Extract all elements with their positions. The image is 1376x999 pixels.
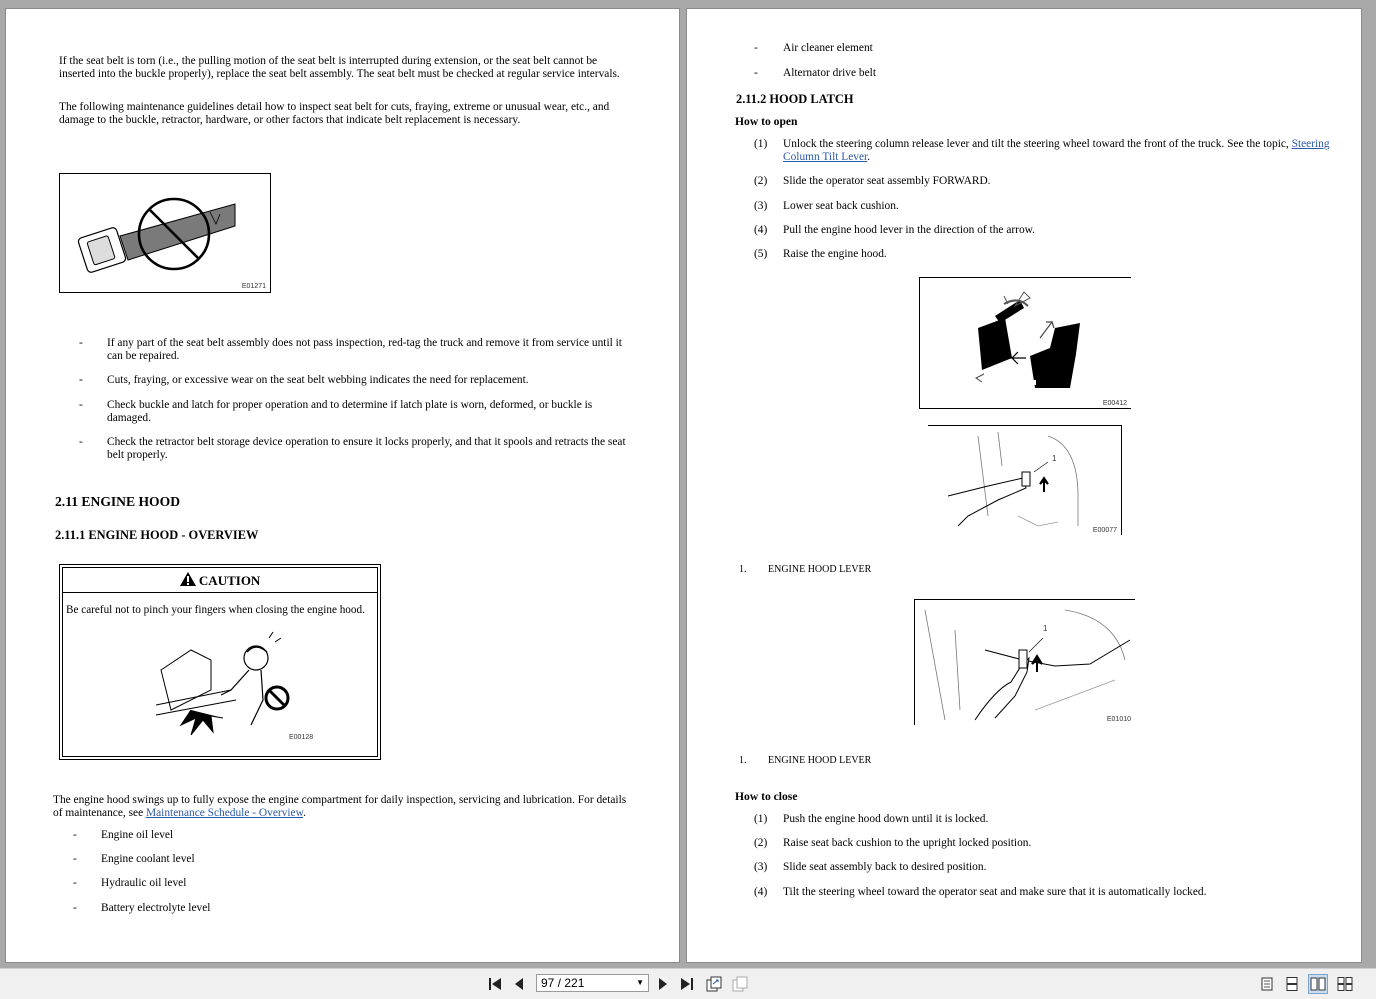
hood-lever-closeup-figure xyxy=(914,599,1135,725)
two-page-view-icon[interactable] xyxy=(1308,974,1328,994)
list-item: - If any part of the seat belt assembly does not pass inspection, red-tag the truck and remove it from service until it can be repaired. xyxy=(79,337,622,362)
first-page-icon[interactable] xyxy=(486,975,504,993)
open-step: (1) Unlock the steering column release lever and tilt the steering wheel toward the front of the truck. See the topic, Steering Column Tilt Lever. xyxy=(754,138,1330,163)
left-document-page: If the seat belt is torn (i.e., the pulling motion of the seat belt is interrupted during extension, or the seat belt cannot be inserted into the buckle properly), replace the seat belt assembly. The seat belt must be checked at regular service intervals. The following maintenance guidelines detail how to inspect seat belt for cuts, fraying, extreme or unusual wear, etc., and damage to the buckle, retractor, hardware, or other factors that indicate belt replacement is necessary. E01271 - If any part of the seat belt assembly does not pass inspection, red-tag the truck and remove it from service until it can be repaired. - Cuts, fraying, or excessive wear on the seat belt webbing indicates the need for replacement. - Check buckle and latch for proper operation and to determine if latch plate is worn, deformed, or buckle is damaged. - Check the retractor belt storage device operation to ensure it locks properly, and that it spools and retracts the seat belt properly. 2.11 ENGINE HOOD 2.11.1 ENGINE HOOD - OVERVIEW CAUTION Be careful not to pinch your fingers when closing the engine hood. E00128 The engine hood swings up to fully expose the engine compartment for daily inspection, servicing and lubrication. For details of maintenance, see Maintenance Schedule - Overview. - Engine oil level - Engine coolant level - Hydraulic oil level - Battery electrolyte level xyxy=(5,8,680,963)
intro-paragraph-2: The following maintenance guidelines detail how to inspect seat belt for cuts, fraying, extreme or unusual wear, etc., and damage to the buckle, retractor, hardware, or other factors that indicate belt replacement is necessary. xyxy=(59,101,610,126)
steering-column-tilt-lever-link[interactable]: Steering Column Tilt Lever xyxy=(783,138,1330,163)
seat-belt-figure xyxy=(59,173,271,293)
figure-code: E00077 xyxy=(1092,527,1117,534)
two-page-continuous-view-icon[interactable] xyxy=(1335,974,1355,994)
seat-belt-illustration xyxy=(60,174,270,292)
seat-tilt-illustration xyxy=(920,278,1131,409)
callout-number: 1 xyxy=(1043,624,1048,633)
seat-tilt-figure xyxy=(919,277,1131,409)
last-page-icon[interactable] xyxy=(678,975,696,993)
prev-page-icon[interactable] xyxy=(510,975,528,993)
how-to-open-heading: How to open xyxy=(735,115,798,128)
page-dropdown-icon[interactable]: ▼ xyxy=(636,978,644,987)
figure-code: E00412 xyxy=(1102,400,1127,407)
hood-lever-illustration xyxy=(928,426,1122,535)
continuous-view-icon[interactable] xyxy=(1282,974,1302,994)
list-item: - Cuts, fraying, or excessive wear on the seat belt webbing indicates the need for replacement. xyxy=(79,374,529,386)
single-page-view-icon[interactable] xyxy=(1257,974,1277,994)
figure-code: E01271 xyxy=(241,283,266,290)
caution-header xyxy=(63,568,377,593)
how-to-close-heading: How to close xyxy=(735,790,798,803)
maintenance-schedule-link[interactable]: Maintenance Schedule - Overview xyxy=(145,807,304,819)
page-number-input[interactable]: 97 / 221 ▼ xyxy=(536,974,649,992)
hood-lever-closeup-illustration xyxy=(915,600,1135,725)
next-page-icon[interactable] xyxy=(654,975,672,993)
caution-box xyxy=(59,564,381,760)
overview-paragraph: The engine hood swings up to fully expose the engine compartment for daily inspection, servicing and lubrication. For details of maintenance, see Maintenance Schedule - Overview. xyxy=(53,794,627,819)
subsection-title: 2.11.1 ENGINE HOOD - OVERVIEW xyxy=(55,528,259,542)
caution-label: CAUTION xyxy=(198,573,261,588)
copy-page-icon[interactable] xyxy=(705,975,723,993)
right-document-page: - Air cleaner element - Alternator drive belt 2.11.2 HOOD LATCH How to open (1) Unlock the steering column release lever and tilt the steering wheel toward the front of the truck. See the topic, Steering Column Tilt Lever. (2) Slide the operator seat assembly FORWARD. (3) Lower seat back cushion. (4) Pull the engine hood lever in the direction of the arrow. (5) Raise the engine hood. E00412 1 E00077 1. ENGINE HOOD LEVER 1 E01010 1. ENGINE HOOD LEVER How to close (1) Push the engine hood down until it is locked. (2) Raise seat back cushion to the upright locked position. (3) Slide seat assembly back to desired position. (4) Tilt the steering wheel toward the operator seat and make sure that it is automatically locked. xyxy=(686,8,1362,963)
caution-figure-code: E00128 xyxy=(289,734,314,741)
hood-lever-figure xyxy=(928,425,1122,535)
pinch-warning-illustration xyxy=(151,630,321,740)
figure-code: E01010 xyxy=(1106,716,1131,723)
callout-number: 1 xyxy=(1052,454,1057,463)
intro-paragraph-1: If the seat belt is torn (i.e., the pulling motion of the seat belt is interrupted during extension, or the seat belt cannot be inserted into the buckle properly), replace the seat belt assembly. The seat belt must be checked at regular service intervals. xyxy=(59,55,620,80)
caution-text: Be careful not to pinch your fingers when closing the engine hood. xyxy=(66,604,365,616)
subsection-title: 2.11.2 HOOD LATCH xyxy=(736,92,854,106)
section-title: 2.11 ENGINE HOOD xyxy=(55,494,181,509)
warning-triangle-icon xyxy=(180,572,196,586)
copy-page-disabled-icon xyxy=(731,975,749,993)
list-item: - Check buckle and latch for proper operation and to determine if latch plate is worn, deformed, or buckle is damaged. xyxy=(79,399,593,424)
list-item: - Check the retractor belt storage device operation to ensure it locks properly, and that it spools and retracts the seat belt properly. xyxy=(79,436,626,461)
viewer-toolbar xyxy=(0,968,1376,999)
